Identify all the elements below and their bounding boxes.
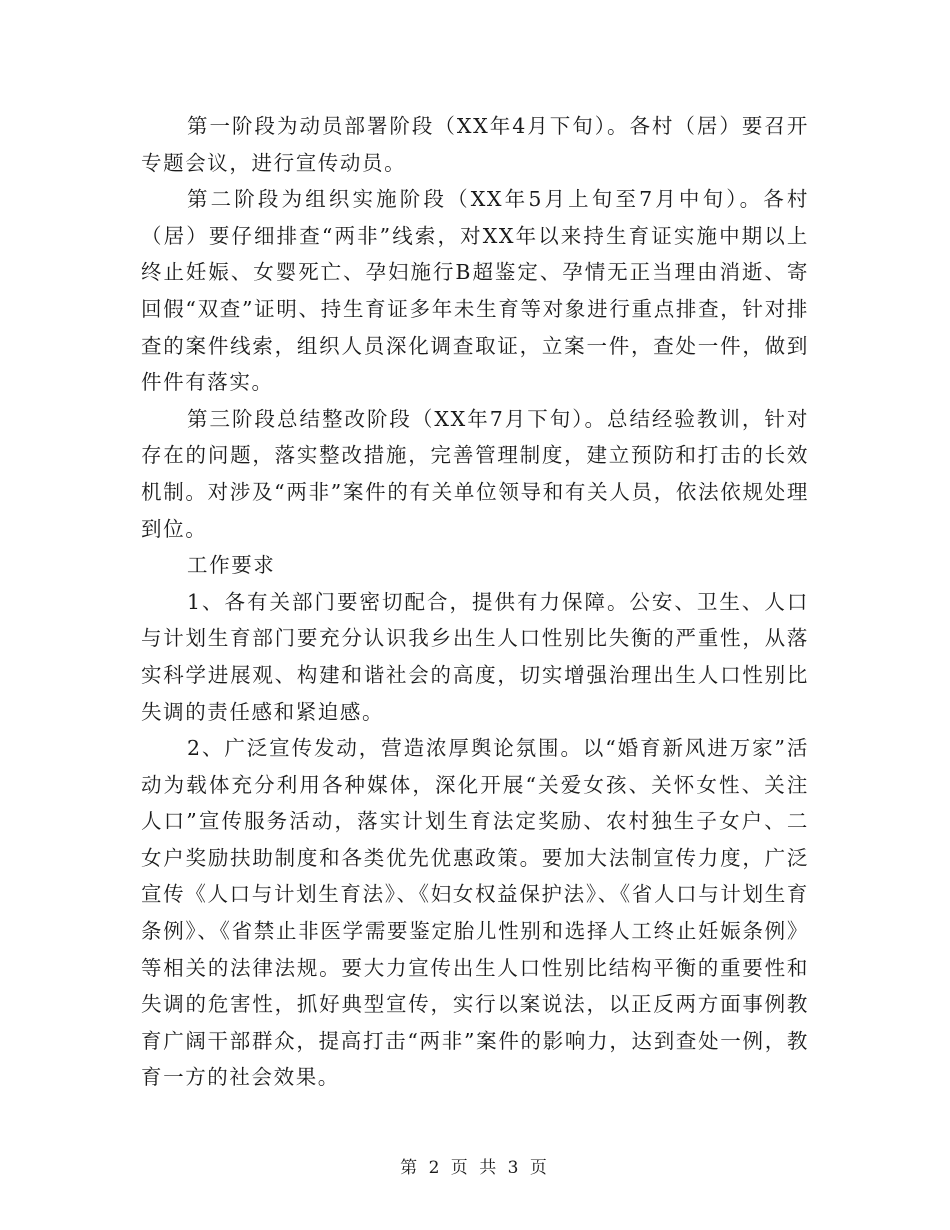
paragraph-stage-two: 第二阶段为组织实施阶段（XX年5月上旬至7月中旬）。各村（居）要仔细排查“两非”线索，对XX年以来持生育证实施中期以上终止妊娠、女婴死亡、孕妇施行B超鉴定、孕情无正当理由消逝、寄回假“双查”证明、持生育证多年未生育等对象进行重点排查，针对排查的案件线索，组织人员深化调查取证，立案一件，查处一件，做到件件有落实。 — [141, 187, 809, 395]
paragraph-stage-one: 第一阶段为动员部署阶段（XX年4月下旬）。各村（居）要召开专题会议，进行宣传动员。 — [141, 114, 809, 175]
document-body — [141, 108, 809, 1096]
paragraph-requirement-one: 1、各有关部门要密切配合，提供有力保障。公安、卫生、人口与计划生育部门要充分认识我乡出生人口性别比失衡的严重性，从落实科学进展观、构建和谐社会的高度，切实增强治理出生人口性别比失调的责任感和紧迫感。 — [141, 589, 809, 724]
section-heading-work-requirements: 工作要求 — [187, 553, 276, 578]
page-number-footer: 第 2 页 共 3 页 — [400, 1158, 550, 1178]
paragraph-stage-three: 第三阶段总结整改阶段（XX年7月下旬）。总结经验教训，针对存在的问题，落实整改措施，完善管理制度，建立预防和打击的长效机制。对涉及“两非”案件的有关单位领导和有关人员，依法依规处理到位。 — [141, 406, 809, 541]
paragraph-requirement-two: 2、广泛宣传发动，营造浓厚舆论氛围。以“婚育新风进万家”活动为载体充分利用各种媒体，深化开展“关爱女孩、关怀女性、关注人口”宣传服务活动，落实计划生育法定奖励、农村独生子女户、二女户奖励扶助制度和各类优先优惠政策。要加大法制宣传力度，广泛宣传《人口与计划生育法》、《妇女权益保护法》、《省人口与计划生育条例》、《省禁止非医学需要鉴定胎儿性别和选择人工终止妊娠条例》等相关的法律法规。要大力宣传出生人口性别比结构平衡的重要性和失调的危害性，抓好典型宣传，实行以案说法，以正反两方面事例教育广阔干部群众，提高打击“两非”案件的影响力，达到查处一例，教育一方的社会效果。 — [141, 736, 809, 1090]
